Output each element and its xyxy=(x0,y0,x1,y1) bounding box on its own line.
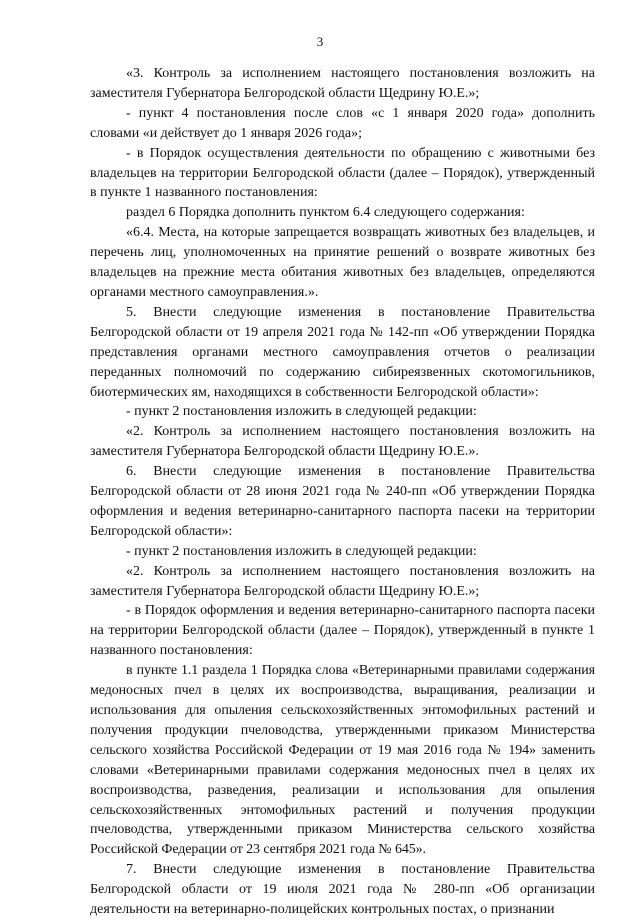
paragraph-item-6-point-2: - пункт 2 постановления изложить в следующей редакции: xyxy=(126,543,477,559)
paragraph-item-5-control-clause: «2. Контроль за исполнением настоящего постановления возложить на заместителя Губернатора Белгородской области Щедрину Ю.Е.». xyxy=(90,424,595,460)
paragraph-apiary-procedure-amendment: - в Порядок оформления и ведения ветеринарно-санитарного паспорта пасеки на территории Белгородской области (далее – Порядок), утвержденный в пункте 1 названного постановления: xyxy=(90,603,595,659)
paragraph-section-6-addition: раздел 6 Порядка дополнить пунктом 6.4 следующего содержания: xyxy=(126,205,525,221)
paragraph-item-7: 7. Внести следующие изменения в постановление Правительства Белгородской области от 19 июля 2021 года № 280-пп «Об организации деятельности на ветеринарно-полицейских контрольных постах, о признании xyxy=(90,862,595,918)
paragraph-item-4-amendment: - пункт 4 постановления после слов «с 1 января 2020 года» дополнить словами «и действует до 1 января 2026 года»; xyxy=(90,105,595,141)
paragraph-clause-6-4: «6.4. Места, на которые запрещается возвращать животных без владельцев, и перечень лиц, уполномоченных на принятие решений о возврате животных без владельцев на прежние места обитания животных без владельцев, определяются органами местного самоуправления.». xyxy=(90,225,595,300)
paragraph-clause-1-1-replacement: в пункте 1.1 раздела 1 Порядка слова «Ветеринарными правилами содержания медоносных пчел в целях их воспроизводства, выращивания, реализации и использования для опыления сельскохозяйственных энтомофильных растений и получения продукции пчеловодства, утвержденными приказом Министерства сельского хозяйства Российской Федерации от 19 мая 2016 года № 194» заменить словами «Ветеринарными правилами содержания медоносных пчел в целях их воспроизводства, разведения, реализации и использования для опыления сельскохозяйственных энтомофильных растений и получения продукции пчеловодства, утвержденными приказом Министерства сельского хозяйства Российской Федерации от 23 сентября 2021 года № 645». xyxy=(90,663,595,858)
paragraph-animal-procedure-amendment: - в Порядок осуществления деятельности по обращению с животными без владельцев на территории Белгородской области (далее – Порядок), утвержденный в пункте 1 названного постановления: xyxy=(90,145,595,201)
paragraph-item-5: 5. Внести следующие изменения в постановление Правительства Белгородской области от 19 апреля 2021 года № 142-пп «Об утверждении Порядка представления органами местного самоуправления отчетов о реализации переданных полномочий по содержанию сибиреязвенных скотомогильников, биотермических ям, находящихся в собственности Белгородской области»: xyxy=(90,304,595,400)
document-body xyxy=(90,64,595,920)
paragraph-item-6-control-clause: «2. Контроль за исполнением настоящего постановления возложить на заместителя Губернатора Белгородской области Щедрину Ю.Е.»; xyxy=(90,563,595,599)
page-number: 3 xyxy=(316,34,324,49)
paragraph-quote-control-clause: «3. Контроль за исполнением настоящего постановления возложить на заместителя Губернатора Белгородской области Щедрину Ю.Е.»; xyxy=(90,66,595,101)
paragraph-item-5-point-2: - пункт 2 постановления изложить в следующей редакции: xyxy=(126,404,477,420)
paragraph-item-6: 6. Внести следующие изменения в постановление Правительства Белгородской области от 28 июня 2021 года № 240-пп «Об утверждении Порядка оформления и ведения ветеринарно-санитарного паспорта пасеки на территории Белгородской области»: xyxy=(90,464,595,539)
